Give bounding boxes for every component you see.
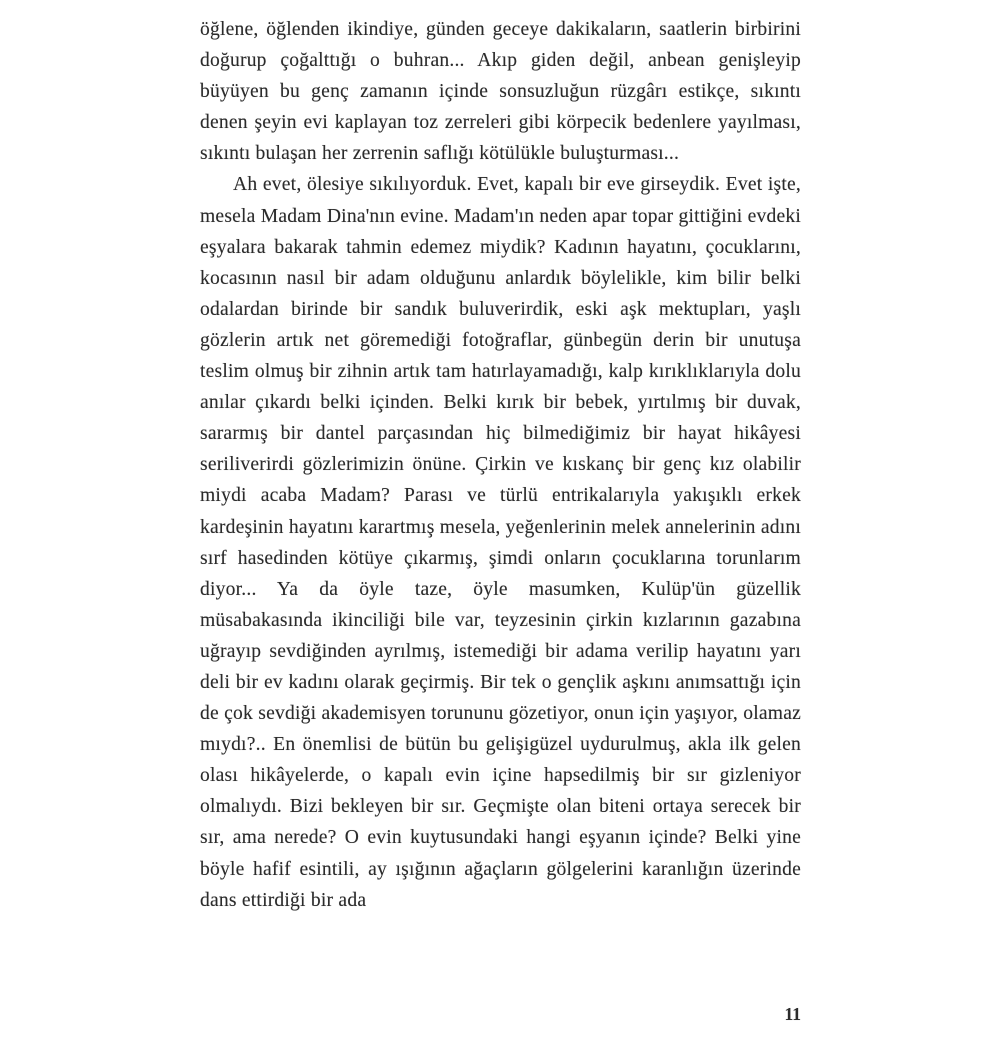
page-number: 11 [784, 1004, 801, 1024]
paragraph-second: Ah evet, ölesiye sıkılıyorduk. Evet, kapalı bir eve girseydik. Evet işte, mesela Madam Dina'nın evine. Madam'ın neden apar topar gittiğini evdeki eşyalara bakarak tahmin edemez miydik? Kadının hayatını, çocuklarını, kocasının nasıl bir adam olduğunu anlardık böylelikle, kim bilir belki odalardan birinde bir sandık buluverirdik, eski aşk mektupları, yaşlı gözlerin artık net göremediği fotoğraflar, günbegün derin bir unutuşa teslim olmuş bir zihnin artık tam hatırlayamadığı, kalp kırıklıklarıyla dolu anılar çıkardı belki içinden. Belki kırık bir bebek, yırtılmış bir duvak, sararmış bir dantel parçasından hiç bilmediğimiz bir hayat hikâyesi seriliverirdi gözlerimizin önüne. Çirkin ve kıskanç bir genç kız olabilir miydi acaba Madam? Parası ve türlü entrikalarıyla yakışıklı erkek kardeşinin hayatını karartmış mesela, yeğenlerinin melek annelerinin adını sırf hasedinden kötüye çıkarmış, şimdi onların çocuklarına torunlarım diyor... Ya da öyle taze, öyle masumken, Kulüp'ün güzellik müsabakasında ikinciliği bile var, teyzesinin çirkin kızlarının gazabına uğrayıp sevdiğinden ayrılmış, istemediği bir adama verilip hayatını yarı deli bir ev kadını olarak geçirmiş. Bir tek o gençlik aşkını anımsattığı için de çok sevdiği akademisyen torununu gözetiyor, onun için yaşıyor, olamaz mıydı?.. En önemlisi de bütün bu gelişigüzel uydurulmuş, akla ilk gelen olası hikâyelerde, o kapalı evin içine hapsedilmiş bir sır gizleniyor olmalıydı. Bizi bekleyen bir sır. Geçmişte olan biteni ortaya serecek bir sır, ama nerede? O evin kuytusundaki hangi eşyanın içinde? Belki yine böyle hafif esintili, ay ışığının ağaçların gölgelerini karanlığın üzerinde dans ettirdiği bir ada [200, 174, 801, 911]
body-text-column [200, 14, 801, 916]
paragraph-continued: öğlene, öğlenden ikindiye, günden geceye dakikaların, saatlerin birbirini doğurup çoğalttığı o buhran... Akıp giden değil, anbean genişleyip büyüyen bu genç zamanın içinde sonsuzluğun rüzgârı estikçe, sıkıntı denen şeyin evi kaplayan toz zerreleri gibi körpecik bedenlere yayılması, sıkıntı bulaşan her zerrenin saflığı kötülükle buluşturması... [200, 19, 801, 165]
